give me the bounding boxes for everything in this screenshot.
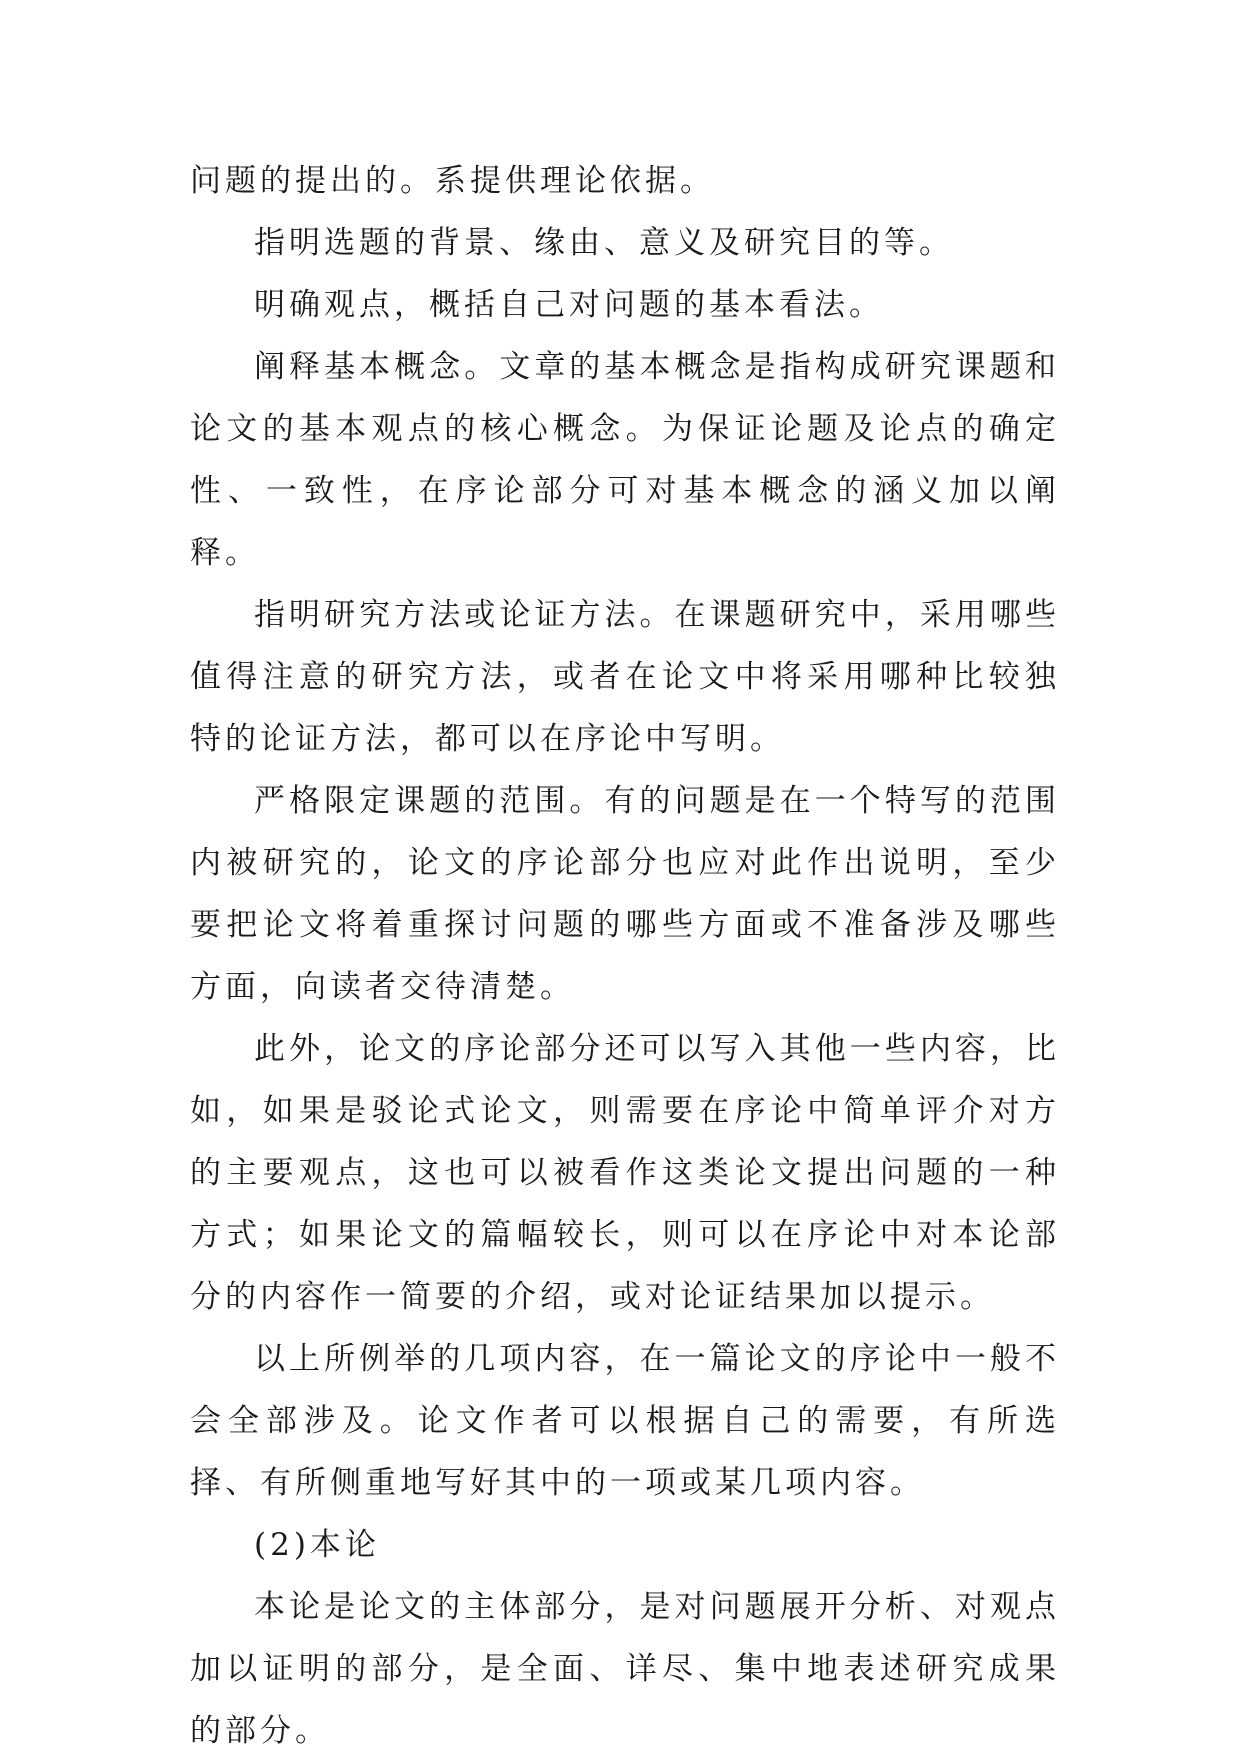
paragraph-summary: 以上所例举的几项内容，在一篇论文的序论中一般不会全部涉及。论文作者可以根据自己的需要，有所选择、有所侧重地写好其中的一项或某几项内容。	[190, 1341, 1060, 1501]
paragraph-scope: 严格限定课题的范围。有的问题是在一个特写的范围内被研究的，论文的序论部分也应对此作出说明，至少要把论文将着重探讨问题的哪些方面或不准备涉及哪些方面，向读者交待清楚。	[190, 783, 1060, 1005]
paragraph-concepts: 阐释基本概念。文章的基本概念是指构成研究课题和论文的基本观点的核心概念。为保证论题及论点的确定性、一致性，在序论部分可对基本概念的涵义加以阐释。	[190, 349, 1060, 571]
section-heading-main-body: (2)本论	[254, 1527, 380, 1563]
paragraph-other-content: 此外，论文的序论部分还可以写入其他一些内容，比如，如果是驳论式论文，则需要在序论中简单评介对方的主要观点，这也可以被看作这类论文提出问题的一种方式；如果论文的篇幅较长，则可以在序论中对本论部分的内容作一简要的介绍，或对论证结果加以提示。	[190, 1031, 1060, 1315]
paragraph-continuation: 问题的提出的。系提供理论依据。	[190, 163, 715, 199]
paragraph-main-body: 本论是论文的主体部分，是对问题展开分析、对观点加以证明的部分，是全面、详尽、集中地表述研究成果的部分。	[190, 1589, 1060, 1749]
document-body	[190, 150, 1060, 1762]
paragraph-viewpoint: 明确观点，概括自己对问题的基本看法。	[254, 287, 884, 323]
paragraph-background: 指明选题的背景、缘由、意义及研究目的等。	[254, 225, 954, 261]
paragraph-methods: 指明研究方法或论证方法。在课题研究中，采用哪些值得注意的研究方法，或者在论文中将采用哪种比较独特的论证方法，都可以在序论中写明。	[190, 597, 1060, 757]
